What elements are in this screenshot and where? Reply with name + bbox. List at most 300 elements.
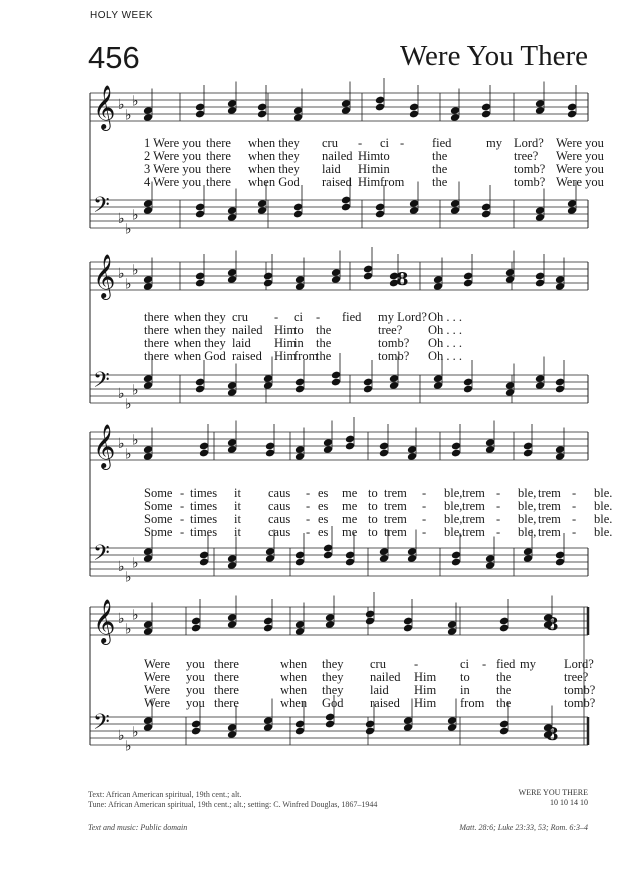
lyric-syllable: trem [462,499,485,513]
lyric-syllable: Were [144,670,171,684]
flat-icon: ♭ [118,728,125,745]
treble-note [499,624,509,633]
treble-note [523,442,533,451]
lyric-syllable: when they [174,323,226,337]
lyric-syllable: - [180,499,185,513]
bass-note [295,551,305,560]
flat-icon: ♭ [118,559,125,576]
lyric-syllable: Oh . . . [428,349,463,363]
lyric-syllable: ble, [444,486,463,500]
bass-note [295,720,305,729]
bass-note [195,203,205,212]
lyric-syllable: it [234,525,241,539]
lyric-syllable: fied [496,657,516,671]
lyric-syllable: - [572,525,577,539]
lyric-syllable: ble, [518,525,537,539]
lyric-syllable: Some [144,486,173,500]
lyric-syllable: trem [384,512,407,526]
treble-note [363,272,373,281]
lyric-syllable: trem [538,512,561,526]
lyric-syllable: Were you [556,136,604,150]
lyric-syllable: cru [370,657,386,671]
bass-note [325,720,335,729]
credit-tune: Tune: African American spiritual, 19th cent.; alt.; setting: C. Winfred Douglas, 1867–1944 [88,800,378,809]
flat-icon: ♭ [125,221,132,238]
lyric-syllable: Were [144,657,171,671]
verse-line [88,175,604,189]
bass-note [363,385,373,394]
flat-icon: ♭ [132,207,139,224]
flat-icon: ♭ [125,276,132,293]
lyric-syllable: Some [144,512,173,526]
lyric-syllable: tomb? [564,683,596,697]
treble-note [463,279,473,288]
bass-note [365,727,375,736]
lyric-syllable: ble. [594,512,613,526]
treble-note [199,442,209,451]
lyric-syllable: - [414,657,419,671]
lyric-syllable: raised [322,175,352,189]
lyric-syllable: when God [174,349,226,363]
treble-note [195,272,205,281]
lyric-syllable: trem [384,525,407,539]
lyric-syllable: times [190,512,218,526]
lyric-syllable: es [318,512,329,526]
lyric-syllable: - [422,486,427,500]
lyric-syllable: tomb? [378,336,410,350]
treble-note [403,624,413,633]
treble-note [451,449,461,458]
lyric-syllable: Him [414,670,437,684]
flat-icon: ♭ [132,432,139,449]
lyric-syllable: the [496,683,512,697]
lyric-syllable: me [342,486,358,500]
treble-note [481,110,491,119]
lyric-syllable: Oh . . . [428,310,463,324]
treble-clef-icon: 𝄞 [93,424,116,468]
treble-note [263,272,273,281]
lyrics-system-4 [88,657,596,710]
lyric-syllable: Him [358,175,381,189]
treble-note [195,103,205,112]
bass-note [191,720,201,729]
bass-note [481,203,491,212]
lyric-syllable: - [422,512,427,526]
bass-note [451,551,461,560]
lyric-syllable: - [306,486,311,500]
bass-note [293,203,303,212]
flat-icon: ♭ [118,266,125,283]
treble-clef-icon: 𝄞 [93,599,116,643]
lyric-syllable: trem [538,499,561,513]
section-label: HOLY WEEK [90,10,154,21]
lyric-syllable: tree? [378,323,403,337]
lyric-syllable: from [460,696,485,710]
bass-note [555,385,565,394]
bass-note [295,385,305,394]
lyric-syllable: my Lord? [378,310,427,324]
time-signature: 8 [396,269,409,290]
lyric-syllable: - [180,512,185,526]
lyric-syllable: Him [274,349,297,363]
lyric-syllable: ble. [594,486,613,500]
lyric-syllable: nailed [370,670,401,684]
treble-note [567,103,577,112]
hymn-title: Were You There [399,40,588,72]
verse-line [88,350,590,363]
lyric-syllable: - [358,136,363,150]
lyric-syllable: you [186,683,205,697]
lyric-syllable: - [496,499,501,513]
lyric-syllable: trem [462,525,485,539]
treble-note [499,617,509,626]
lyrics-system-2 [88,311,590,363]
lyric-syllable: they [322,657,344,671]
lyric-syllable: ble, [518,486,537,500]
bass-note [365,720,375,729]
lyric-syllable: ble, [444,512,463,526]
treble-note [409,103,419,112]
lyric-syllable: - [482,657,487,671]
bass-clef-icon: 𝄢 [93,193,110,223]
lyric-syllable: when they [174,336,226,350]
lyric-syllable: my [486,136,502,150]
bass-note [323,544,333,553]
lyric-syllable: there [214,670,239,684]
lyric-syllable: in [294,336,304,350]
flat-icon: ♭ [125,738,132,755]
bass-note [195,385,205,394]
lyric-syllable: Were you [556,162,604,176]
lyric-syllable: the [316,336,332,350]
lyric-syllable: when [280,657,308,671]
lyric-syllable: - [274,310,279,324]
lyric-syllable: there [214,683,239,697]
lyric-syllable: - [306,525,311,539]
lyrics-system-1 [88,136,604,189]
bass-note [555,551,565,560]
bass-note [375,210,385,219]
tune-name: WERE YOU THERE [518,788,588,797]
lyric-syllable: Him [274,323,297,337]
treble-note [481,103,491,112]
lyric-syllable: there [206,175,231,189]
lyric-syllable: when they [248,136,300,150]
lyric-syllable: the [316,323,332,337]
bass-note [463,385,473,394]
bass-note [463,378,473,387]
lyric-syllable: when they [174,310,226,324]
treble-note [265,442,275,451]
flat-icon: ♭ [118,386,125,403]
treble-note [263,279,273,288]
lyric-syllable: Were [144,683,171,697]
bass-note [345,558,355,567]
lyric-syllable: to [368,499,378,513]
tune-meter: 10 10 14 10 [550,798,588,807]
lyric-syllable: there [144,323,169,337]
lyric-syllable: there [144,310,169,324]
bass-clef-icon: 𝄢 [93,710,110,740]
lyric-syllable: trem [538,525,561,539]
bass-note [195,378,205,387]
lyric-syllable: there [206,162,231,176]
lyric-syllable: it [234,486,241,500]
lyric-syllable: there [206,136,231,150]
lyric-syllable: trem [384,486,407,500]
treble-note [257,110,267,119]
lyric-syllable: ci [380,136,390,150]
lyric-syllable: es [318,525,329,539]
lyric-syllable: - [572,499,577,513]
bass-note [191,727,201,736]
lyric-syllable: there [214,657,239,671]
verse-line [88,525,613,539]
lyric-syllable: tomb? [378,349,410,363]
lyric-syllable: when [280,683,308,697]
flat-icon: ♭ [125,621,132,638]
lyric-syllable: they [322,683,344,697]
bass-note [341,203,351,212]
lyric-syllable: me [342,512,358,526]
lyric-syllable: you [186,696,205,710]
flat-icon: ♭ [125,107,132,124]
treble-note [567,110,577,119]
lyric-syllable: ci [460,657,470,671]
lyric-syllable: nailed [232,323,263,337]
lyric-syllable: 3 Were you [144,162,202,176]
lyric-syllable: fied [432,136,452,150]
lyric-syllable: from [294,349,319,363]
bass-note [499,727,509,736]
lyric-syllable: trem [384,499,407,513]
flat-icon: ♭ [132,724,139,741]
lyric-syllable: to [368,525,378,539]
lyric-syllable: raised [370,696,400,710]
scripture-refs: Matt. 28:6; Luke 23:33, 53; Rom. 6:3–4 [459,823,588,832]
treble-note [451,442,461,451]
lyric-syllable: to [460,670,470,684]
bass-note [555,558,565,567]
lyric-syllable: ble. [594,525,613,539]
bass-note [293,210,303,219]
lyric-syllable: - [306,499,311,513]
lyric-syllable: nailed [322,149,353,163]
lyric-syllable: me [342,499,358,513]
lyric-syllable: to [294,323,304,337]
lyric-syllable: trem [538,486,561,500]
treble-note [379,449,389,458]
lyric-syllable: times [190,525,218,539]
lyric-syllable: caus [268,525,291,539]
lyric-syllable: there [214,696,239,710]
lyric-syllable: they [322,670,344,684]
lyric-syllable: it [234,499,241,513]
lyric-syllable: laid [322,162,341,176]
flat-icon: ♭ [118,436,125,453]
lyric-syllable: - [572,486,577,500]
flat-icon: ♭ [118,211,125,228]
lyric-syllable: cru [232,310,248,324]
credit-text: Text: African American spiritual, 19th cent.; alt. [88,790,242,799]
lyric-syllable: Lord? [564,657,594,671]
treble-note [191,617,201,626]
lyric-syllable: to [368,486,378,500]
hymn-number: 456 [88,40,140,75]
bass-note [331,371,341,380]
flat-icon: ♭ [132,555,139,572]
lyric-syllable: there [206,149,231,163]
lyric-syllable: God [322,696,344,710]
flat-icon: ♭ [125,446,132,463]
bass-clef-icon: 𝄢 [93,368,110,398]
treble-note [199,449,209,458]
lyric-syllable: - [496,525,501,539]
lyric-syllable: - [400,136,405,150]
lyric-syllable: tree? [514,149,539,163]
lyric-syllable: - [180,486,185,500]
lyric-syllable: - [422,525,427,539]
treble-note [375,103,385,112]
lyric-syllable: Oh . . . [428,323,463,337]
lyric-syllable: the [432,162,448,176]
lyric-syllable: Some [144,499,173,513]
lyric-syllable: - [180,525,185,539]
bass-note [481,210,491,219]
bass-note [331,378,341,387]
lyrics-system-3 [88,486,613,539]
bass-note [295,378,305,387]
bass-note [323,551,333,560]
lyric-syllable: es [318,499,329,513]
lyric-syllable: es [318,486,329,500]
treble-note [363,265,373,274]
lyric-syllable: ble, [518,512,537,526]
lyric-syllable: caus [268,499,291,513]
bass-note [451,558,461,567]
flat-icon: ♭ [132,262,139,279]
flat-icon: ♭ [132,382,139,399]
lyric-syllable: caus [268,512,291,526]
treble-note [403,617,413,626]
lyric-syllable: to [368,512,378,526]
bass-note [341,196,351,205]
lyric-syllable: Him [358,149,381,163]
treble-note [463,272,473,281]
lyric-syllable: there [144,349,169,363]
lyric-syllable: ci [294,310,304,324]
lyric-syllable: tree? [564,670,589,684]
lyric-syllable: the [316,349,332,363]
lyric-syllable: ble, [444,525,463,539]
lyric-syllable: - [572,512,577,526]
bass-clef-icon: 𝄢 [93,541,110,571]
lyric-syllable: Were you [556,149,604,163]
lyric-syllable: Him [274,336,297,350]
lyric-syllable: - [316,310,321,324]
credit-rights: Text and music: Public domain [88,823,188,832]
bass-note [555,378,565,387]
bass-note [345,551,355,560]
lyric-syllable: in [460,683,470,697]
treble-note [265,449,275,458]
lyric-syllable: 2 Were you [144,149,202,163]
lyric-syllable: laid [370,683,389,697]
lyric-syllable: laid [232,336,251,350]
verse-line [88,696,596,710]
lyric-syllable: me [342,525,358,539]
flat-icon: ♭ [118,611,125,628]
lyric-syllable: - [496,512,501,526]
flat-icon: ♭ [125,569,132,586]
lyric-syllable: when God [248,175,300,189]
bass-note [499,720,509,729]
lyric-syllable: tomb? [564,696,596,710]
flat-icon: ♭ [132,93,139,110]
tune-info [519,788,588,808]
lyric-syllable: you [186,657,205,671]
treble-note [257,103,267,112]
lyric-syllable: - [422,499,427,513]
treble-note [523,449,533,458]
treble-note [535,279,545,288]
lyric-syllable: the [496,670,512,684]
lyric-syllable: caus [268,486,291,500]
treble-note [195,279,205,288]
treble-note [535,272,545,281]
lyric-syllable: fied [342,310,362,324]
lyric-syllable: you [186,670,205,684]
treble-note [195,110,205,119]
lyric-syllable: tomb? [514,162,546,176]
bass-note [363,378,373,387]
bass-note [325,713,335,722]
lyric-syllable: when [280,696,308,710]
lyric-syllable: ble. [594,499,613,513]
lyric-syllable: Were [144,696,171,710]
lyric-syllable: ble, [518,499,537,513]
lyric-syllable: Some [144,525,173,539]
lyric-syllable: when they [248,162,300,176]
treble-note [375,96,385,105]
lyric-syllable: tomb? [514,175,546,189]
treble-note [365,617,375,626]
treble-note [409,110,419,119]
lyric-syllable: the [432,175,448,189]
flat-icon: ♭ [118,97,125,114]
lyric-syllable: times [190,486,218,500]
treble-note [379,442,389,451]
lyric-syllable: cru [322,136,338,150]
lyric-syllable: it [234,512,241,526]
time-signature: 8 [546,614,559,635]
lyric-syllable: Were you [556,175,604,189]
treble-note [365,610,375,619]
flat-icon: ♭ [132,607,139,624]
lyric-syllable: Oh . . . [428,336,463,350]
lyric-syllable: 4 Were you [144,175,202,189]
treble-note [345,442,355,451]
bass-note [295,558,305,567]
lyric-syllable: Him [358,162,381,176]
treble-note [191,624,201,633]
bass-note [199,558,209,567]
flat-icon: ♭ [125,396,132,413]
lyric-syllable: trem [462,512,485,526]
lyric-syllable: in [380,162,390,176]
lyric-syllable: Him [414,683,437,697]
lyric-syllable: raised [232,349,262,363]
